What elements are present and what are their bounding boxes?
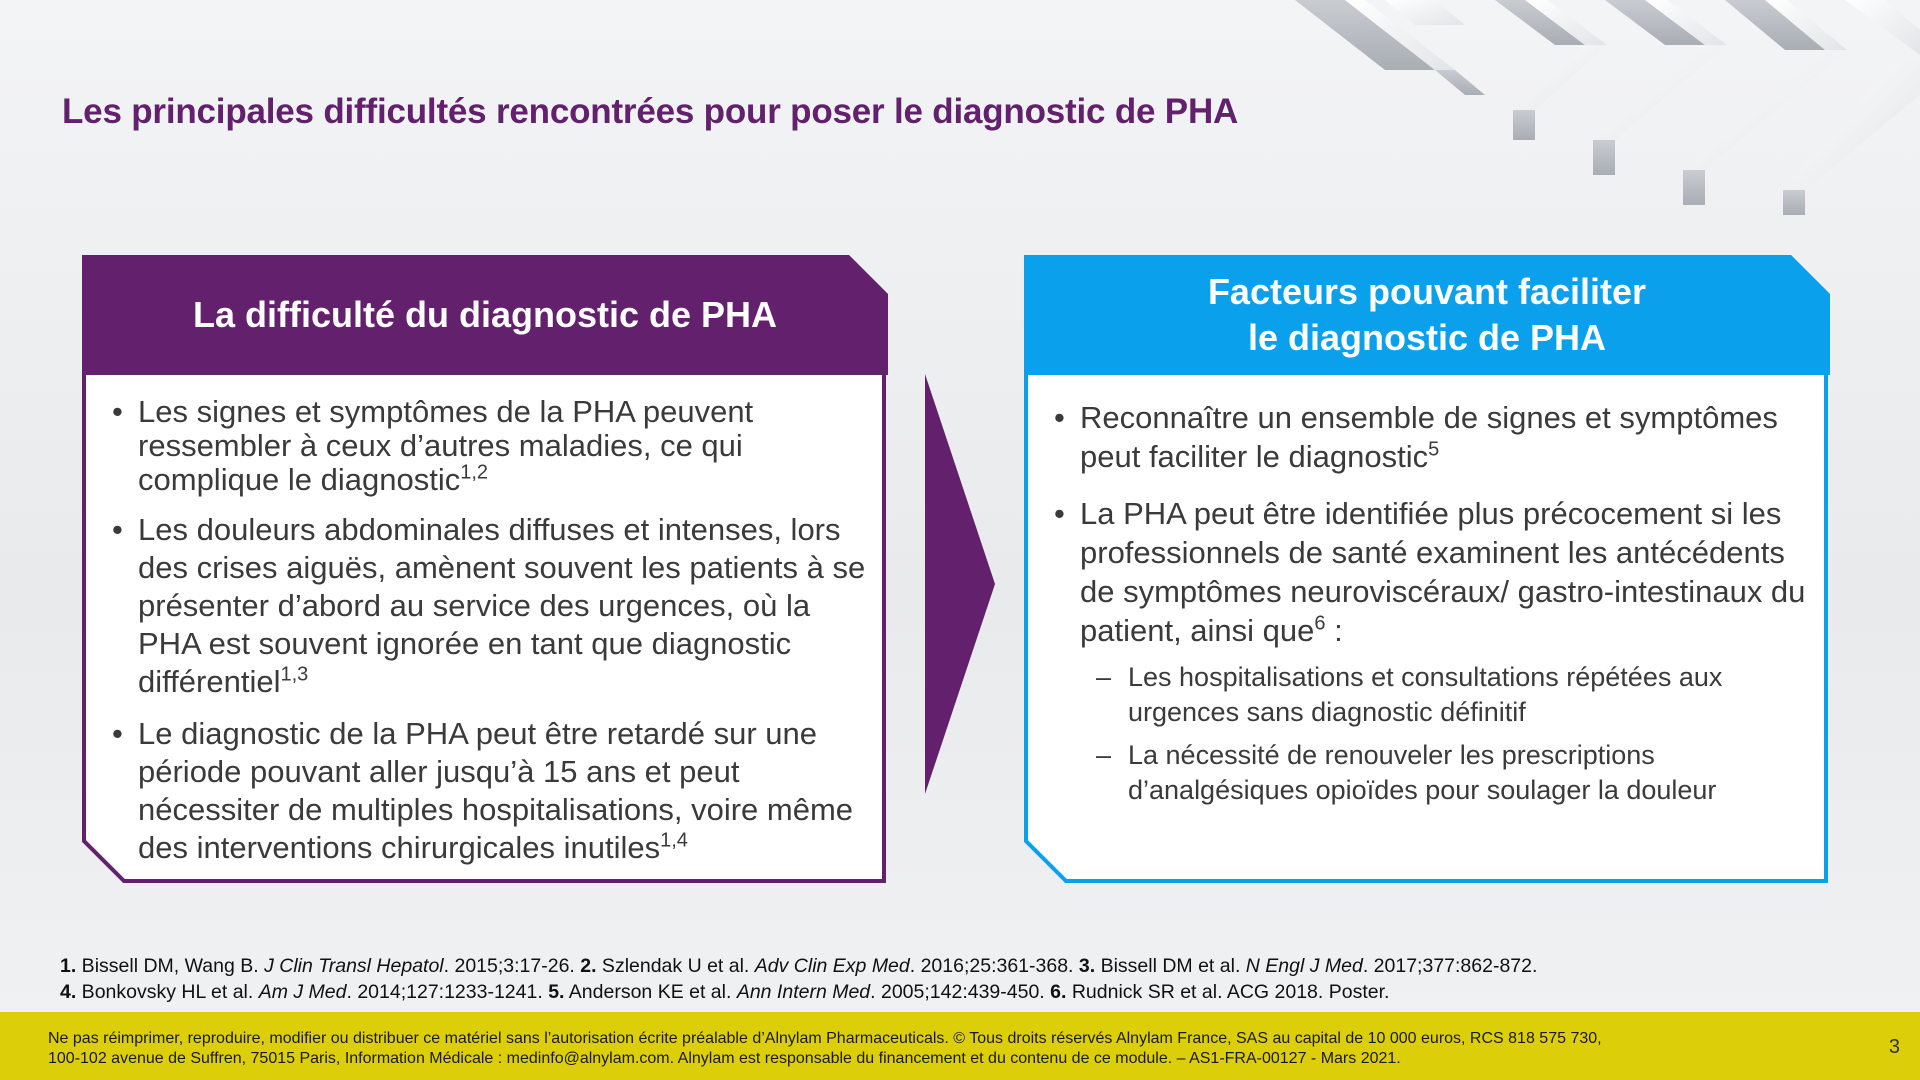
reference-superscript: 1,3 [280, 663, 309, 686]
list-item [1024, 494, 1830, 808]
heading-line-2: le diagnostic de PHA [1247, 317, 1607, 358]
legal-text-line-1: Ne pas réimprimer, reproduire, modifier ou distribuer ce matériel sans l’autorisation écrite préalable d’Alnylam Pharmaceuticals. © Tous droits réservés Alnylam France, SAS au capital de 10 000 euros, RCS 818 575 730, [48, 1030, 1602, 1047]
references-line-1 [60, 953, 1537, 979]
ref-number: 1. [60, 955, 77, 977]
facilitating-factors-heading [1024, 255, 1830, 375]
ref-number: 4. [60, 981, 77, 1003]
ref-details: . 2005;142:439-450. [870, 981, 1051, 1003]
ref-authors: Szlendak U et al. [596, 955, 755, 977]
list-item [82, 395, 888, 497]
bullet-text: Le diagnostic de la PHA peut être retardé sur une période pouvant aller jusqu’à 15 ans et peut nécessiter de multiples hospitalisations, voire même des interventions chirurgicales inutiles [138, 716, 854, 865]
ref-journal: Adv Clin Exp Med [754, 955, 910, 977]
ref-authors: Anderson KE et al. [564, 981, 737, 1003]
ref-authors: Bonkovsky HL et al. [76, 981, 259, 1003]
ref-details: . 2017;377:862-872. [1362, 955, 1538, 977]
sub-bullet-text: – Les hospitalisations et consultations répétées aux urgences sans diagnostic définitif [1128, 662, 1723, 727]
ref-authors: Rudnick SR et al. ACG 2018. Poster. [1066, 981, 1390, 1003]
legal-text-line-2: 100-102 avenue de Suffren, 75015 Paris, Information Médicale : medinfo@alnylam.com. Alnylam est responsable du financement et du contenu de ce module. – AS1-FRA-00127 - Mars 2021. [48, 1050, 1401, 1067]
list-item [82, 715, 888, 867]
ref-number: 2. [580, 955, 597, 977]
reference-superscript: 5 [1428, 438, 1440, 461]
ref-details: . 2016;25:361-368. [909, 955, 1079, 977]
list-item [82, 511, 888, 701]
legal-footer [0, 1012, 1920, 1080]
bullet-text: Reconnaître un ensemble de signes et symptômes peut faciliter le diagnostic [1080, 400, 1778, 474]
page-number: 3 [1888, 1036, 1900, 1058]
reference-superscript: 1,2 [460, 461, 489, 484]
difficulty-heading-text: La difficulté du diagnostic de PHA [192, 294, 778, 335]
difficulty-panel [82, 255, 888, 883]
ref-journal: Am J Med [258, 981, 347, 1003]
ref-authors: Bissell DM et al. [1095, 955, 1246, 977]
sub-list-item [1024, 738, 1820, 808]
maze-image [1285, 0, 1920, 215]
ref-number: 6. [1050, 981, 1067, 1003]
ref-journal: J Clin Transl Hepatol [264, 955, 444, 977]
bullet-text: Les signes et symptômes de la PHA peuvent ressembler à ceux d’autres maladies, ce qui complique le diagnostic [138, 394, 754, 497]
references [60, 953, 1537, 1005]
arrow-right-icon [925, 374, 995, 794]
list-item [1024, 398, 1830, 476]
bullet-text: La PHA peut être identifiée plus précocement si les professionnels de santé examinent les antécédents de symptômes neuroviscéraux/ gastro-intestinaux du patient, ainsi que [1080, 496, 1806, 648]
bullet-suffix: : [1325, 613, 1343, 648]
slide-title: Les principales difficultés rencontrées pour poser le diagnostic de PHA [62, 92, 1239, 131]
bullet-text: Les douleurs abdominales diffuses et intenses, lors des crises aiguës, amènent souvent les patients à se présenter d’abord au service des urgences, où la PHA est souvent ignorée en tant que diagnostic différentiel [138, 512, 866, 699]
ref-number: 3. [1078, 955, 1096, 977]
difficulty-panel-body [82, 395, 888, 881]
facilitating-factors-body [1024, 398, 1830, 826]
ref-journal: Ann Intern Med [736, 981, 871, 1003]
ref-details: . 2014;127:1233-1241. [346, 981, 549, 1003]
ref-journal: N Engl J Med [1245, 955, 1363, 977]
heading-line-1: Facteurs pouvant faciliter [1207, 271, 1647, 312]
reference-superscript: 6 [1314, 612, 1326, 635]
ref-authors: Bissell DM, Wang B. [76, 955, 265, 977]
facilitating-factors-panel [1024, 255, 1830, 883]
sub-list-item [1024, 660, 1820, 730]
ref-number: 5. [548, 981, 565, 1003]
references-line-2 [60, 979, 1537, 1005]
difficulty-panel-heading [82, 255, 888, 375]
reference-superscript: 1,4 [660, 829, 688, 852]
sub-bullet-text: – La nécessité de renouveler les prescriptions d’analgésiques opioïdes pour soulager la douleur [1128, 740, 1717, 805]
legal-text [48, 1029, 1602, 1069]
ref-details: . 2015;3:17-26. [443, 955, 581, 977]
